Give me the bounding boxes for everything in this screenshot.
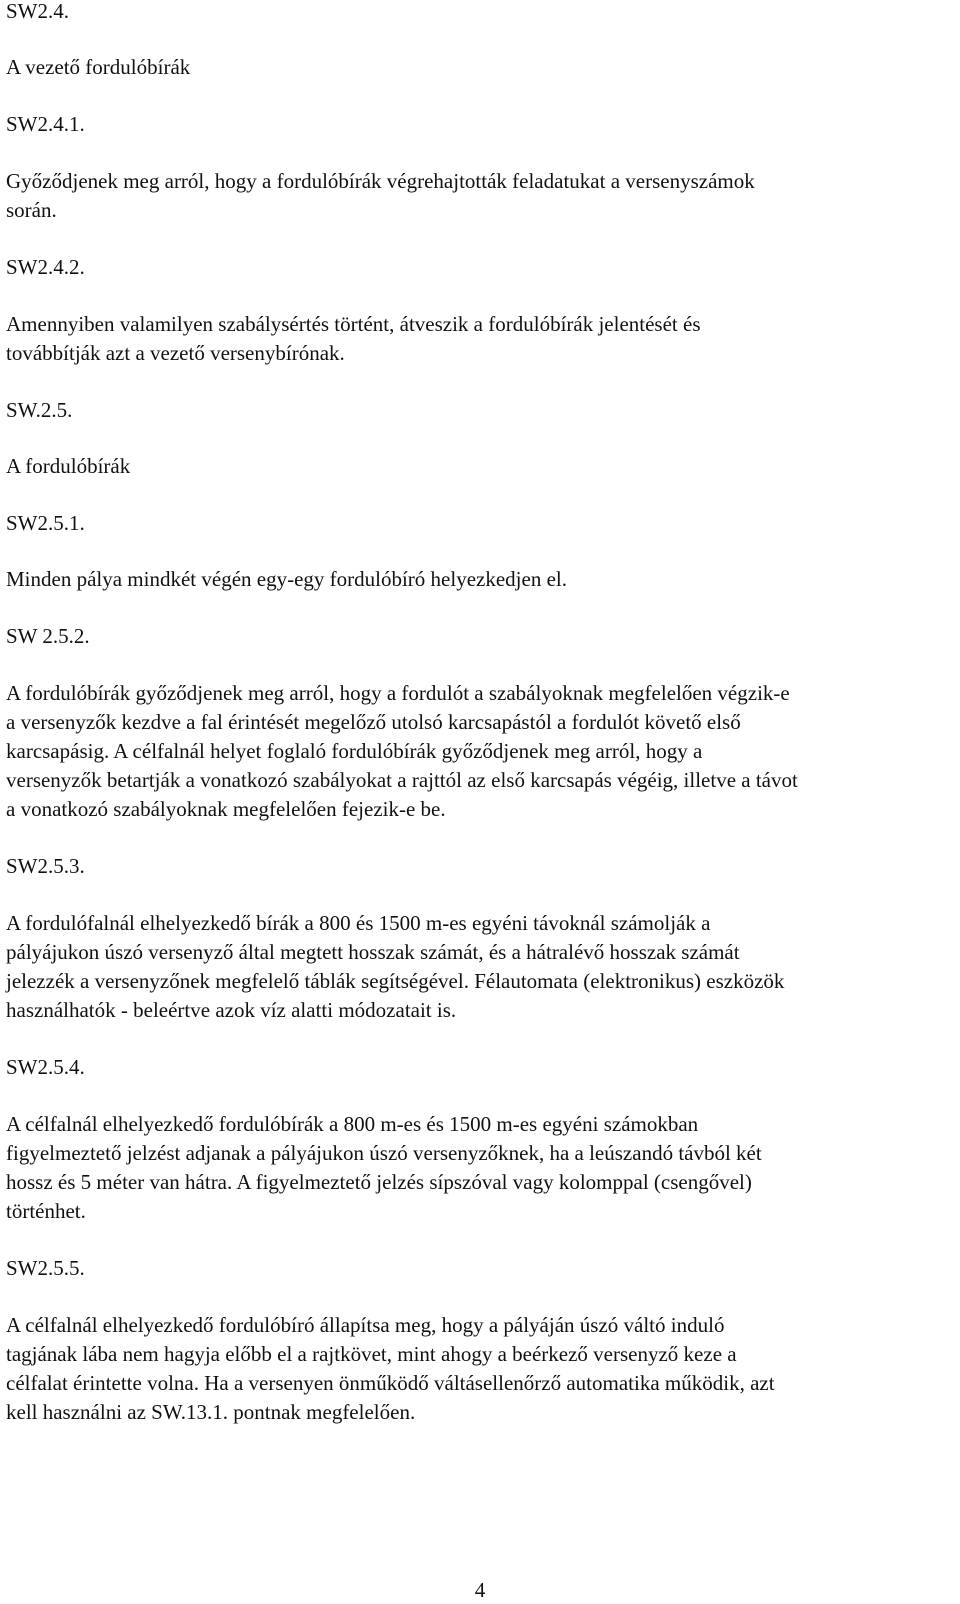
rule-text-sw2-5-4-line-2: figyelmeztető jelzést adjanak a pályájukon úszó versenyzőknek, ha a leúszandó távból két — [6, 1141, 762, 1165]
rule-text-sw2-4-1-line-2: során. — [6, 198, 57, 222]
rule-text-sw2-4-2-line-1: Amennyiben valamilyen szabálysértés történt, átveszik a fordulóbírák jelentését és — [6, 312, 701, 336]
rule-text-sw2-5-2-line-4: versenyzők betartják a vonatkozó szabályokat a rajttól az első karcsapás végéig, illetve a távot — [6, 768, 798, 792]
rule-text-sw2-5-2-line-5: a vonatkozó szabályoknak megfelelően fejezik-e be. — [6, 797, 446, 821]
rule-text-sw2-4-2-line-2: továbbítják azt a vezető versenybírónak. — [6, 341, 345, 365]
rule-text-sw2-5-2-line-1: A fordulóbírák győződjenek meg arról, hogy a fordulót a szabályoknak megfelelően végzik-e — [6, 681, 790, 705]
rule-code-sw2-5-3: SW2.5.3. — [6, 854, 85, 878]
section-title-vezeto-fordulobirak: A vezető fordulóbírák — [6, 55, 191, 79]
rule-code-sw2-5-4: SW2.5.4. — [6, 1055, 85, 1079]
rule-text-sw2-4-1-line-1: Győződjenek meg arról, hogy a fordulóbírák végrehajtották feladatukat a versenyszámok — [6, 169, 755, 193]
rule-text-sw2-5-2-line-3: karcsapásig. A célfalnál helyet foglaló fordulóbírák győződjenek meg arról, hogy a — [6, 739, 703, 763]
rule-text-sw2-5-3-line-2: pályájukon úszó versenyző által megtett hosszak számát, és a hátralévő hosszak számát — [6, 940, 740, 964]
rule-text-sw2-5-4-line-1: A célfalnál elhelyezkedő fordulóbírák a 800 m-es és 1500 m-es egyéni számokban — [6, 1112, 699, 1136]
rule-text-sw2-5-5-line-3: célfalat érintette volna. Ha a versenyen önműködő váltásellenőrző automatika működik, azt — [6, 1371, 775, 1395]
section-code-sw2-4: SW2.4. — [6, 0, 69, 23]
rule-text-sw2-5-5-line-4: kell használni az SW.13.1. pontnak megfelelően. — [6, 1400, 416, 1424]
section-title-fordulobirak: A fordulóbírák — [6, 454, 131, 478]
page-number: 4 — [474, 1578, 486, 1602]
section-code-sw2-5: SW.2.5. — [6, 398, 73, 422]
rule-text-sw2-5-3-line-3: jelezzék a versenyzőnek megfelelő táblák segítségével. Félautomata (elektronikus) eszközök — [6, 969, 785, 993]
rule-code-sw2-5-1: SW2.5.1. — [6, 511, 85, 535]
rule-text-sw2-5-5-line-2: tagjának lába nem hagyja előbb el a rajtkövet, mint ahogy a beérkező versenyző keze a — [6, 1342, 737, 1366]
rule-text-sw2-5-3-line-1: A fordulófalnál elhelyezkedő bírák a 800 és 1500 m-es egyéni távoknál számolják a — [6, 911, 711, 935]
rule-code-sw2-5-2: SW 2.5.2. — [6, 624, 90, 648]
rule-code-sw2-5-5: SW2.5.5. — [6, 1256, 85, 1280]
rule-code-sw2-4-2: SW2.4.2. — [6, 255, 85, 279]
rule-text-sw2-5-1-line-1: Minden pálya mindkét végén egy-egy fordulóbíró helyezkedjen el. — [6, 567, 567, 591]
rule-text-sw2-5-4-line-3: hossz és 5 méter van hátra. A figyelmeztető jelzés sípszóval vagy kolomppal (csengővel) — [6, 1170, 752, 1194]
rule-text-sw2-5-5-line-1: A célfalnál elhelyezkedő fordulóbíró állapítsa meg, hogy a pályáján úszó váltó induló — [6, 1313, 725, 1337]
rule-text-sw2-5-2-line-2: a versenyzők kezdve a fal érintését megelőző utolsó karcsapástól a fordulót követő első — [6, 710, 741, 734]
rule-text-sw2-5-4-line-4: történhet. — [6, 1199, 86, 1223]
rule-text-sw2-5-3-line-4: használhatók - beleértve azok víz alatti módozatait is. — [6, 998, 457, 1022]
rule-code-sw2-4-1: SW2.4.1. — [6, 112, 85, 136]
